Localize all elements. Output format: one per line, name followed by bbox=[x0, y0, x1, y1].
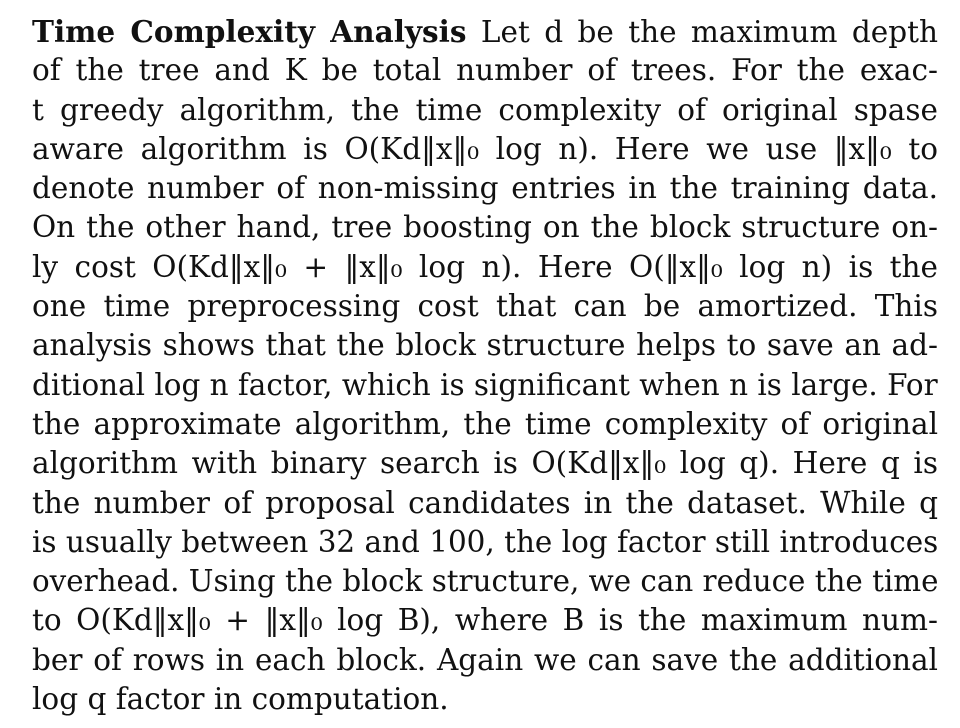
time-complexity-paragraph bbox=[32, 12, 938, 719]
paragraph-line: On the other hand, tree boosting on the block structure on- bbox=[32, 210, 938, 245]
paragraph-line: of the tree and K be total number of trees. For the exac- bbox=[32, 53, 938, 88]
paragraph-line: is usually between 32 and 100, the log factor still introduces bbox=[32, 524, 939, 559]
paragraph-line: overhead. Using the block structure, we can reduce the time bbox=[32, 564, 939, 599]
paragraph-line bbox=[32, 12, 938, 51]
paragraph-line: the number of proposal candidates in the dataset. While q bbox=[32, 485, 938, 520]
section-heading: Time Complexity Analysis bbox=[32, 14, 467, 49]
paragraph-line: t greedy algorithm, the time complexity of original spase bbox=[32, 92, 938, 127]
paragraph-line-text: Let d be the maximum depth bbox=[480, 15, 938, 49]
paragraph-line: to O(Kd‖x‖₀ + ‖x‖₀ log B), where B is the maximum num- bbox=[32, 603, 938, 638]
paragraph-line: denote number of non-missing entries in the training data. bbox=[32, 171, 938, 206]
paragraph-line: log q factor in computation. bbox=[32, 682, 449, 717]
paragraph-line: aware algorithm is O(Kd‖x‖₀ log n). Here we use ‖x‖₀ to bbox=[32, 131, 938, 166]
paragraph-line: ber of rows in each block. Again we can save the additional bbox=[32, 642, 938, 677]
paragraph-line: the approximate algorithm, the time complexity of original bbox=[32, 406, 938, 441]
paragraph-line: ly cost O(Kd‖x‖₀ + ‖x‖₀ log n). Here O(‖x‖₀ log n) is the bbox=[32, 249, 938, 284]
paragraph-line: algorithm with binary search is O(Kd‖x‖₀ log q). Here q is bbox=[32, 446, 938, 481]
paragraph-line: analysis shows that the block structure helps to save an ad- bbox=[32, 328, 938, 363]
paragraph-line: ditional log n factor, which is significant when n is large. For bbox=[32, 367, 938, 402]
paragraph-line: one time preprocessing cost that can be amortized. This bbox=[32, 289, 938, 324]
